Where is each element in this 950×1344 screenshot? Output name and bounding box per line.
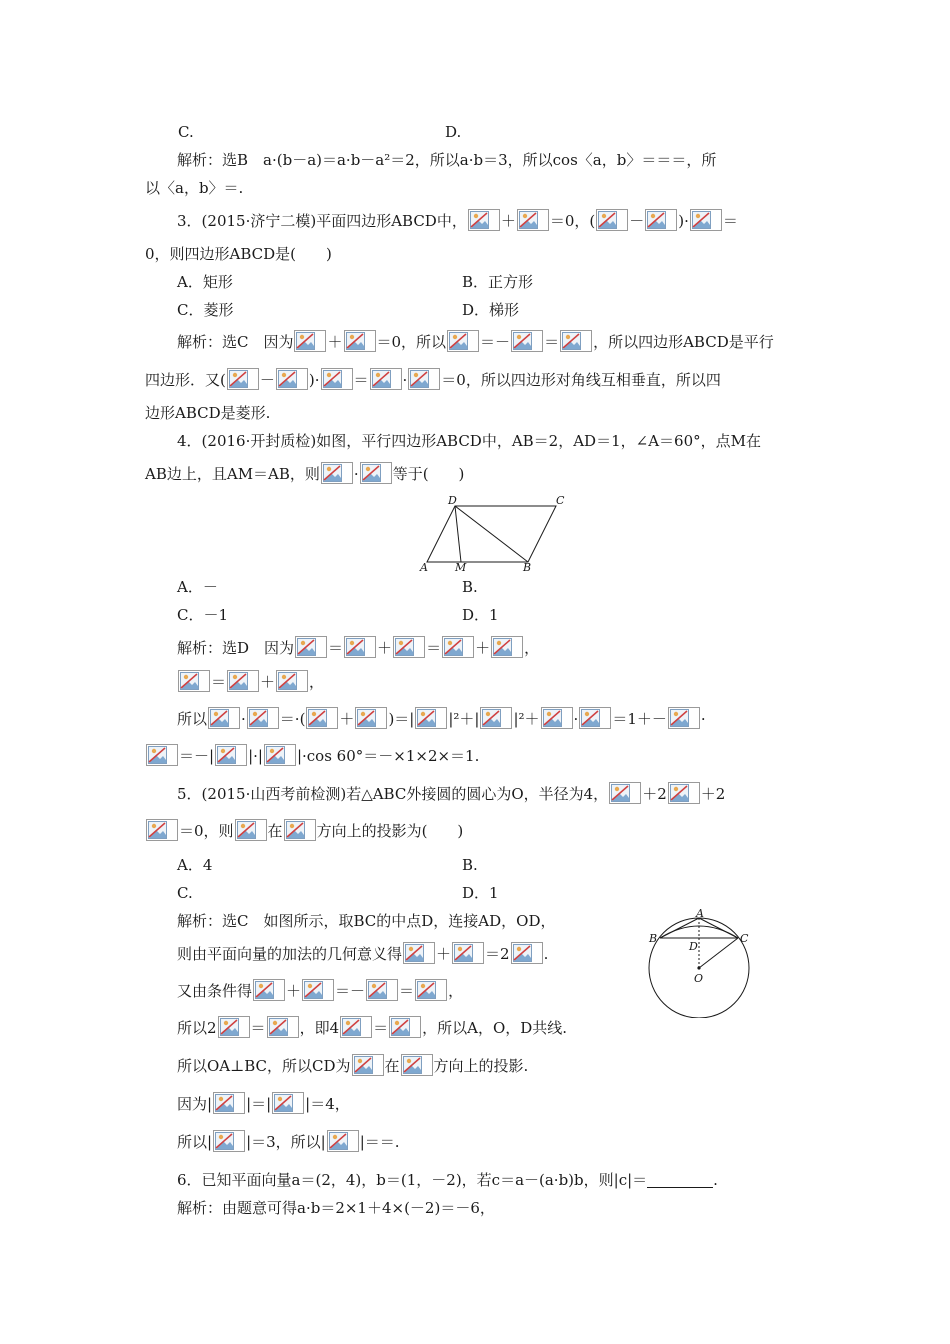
question-3-line-2: 0，则四边形ABCD是( ): [145, 245, 332, 263]
vector-icon: [668, 782, 700, 804]
vector-icon: [321, 462, 353, 484]
vector-icon: [442, 636, 474, 658]
solution-5-line-4: 所以2 ＝ ，即4 ＝ ，所以A，O，D共线.: [177, 1012, 607, 1044]
question-3-line-1: 3．(2015·济宁二模)平面四边形ABCD中， ＋ ＝0，( － )· ＝: [177, 205, 842, 237]
solution-5-line-3: 又由条件得 ＋ ＝－ ＝ ，: [177, 975, 607, 1007]
solution-4-line-1: 解析：选D 因为 ＝ ＋ ＝ ＋ ，: [177, 632, 842, 664]
solution-5-line-6: 因为| |＝| |＝4，: [177, 1088, 607, 1120]
line-2: 解析：选B a·(b－a)＝a·b－a²＝2，所以a·b＝3，所以cos〈a，b〉＝＝＝，所: [177, 151, 717, 169]
vector-icon: [511, 942, 543, 964]
vector-icon: [389, 1016, 421, 1038]
question-5-options-ab: A．4 B.: [177, 856, 478, 874]
answer-blank: [647, 1171, 713, 1188]
parallelogram-figure: [418, 494, 568, 574]
vector-icon: [415, 979, 447, 1001]
question-5-options-cd: C. D．1: [177, 884, 499, 902]
question-3-options-ab: A．矩形 B．正方形: [177, 273, 534, 291]
label-m: M: [455, 561, 467, 574]
vector-icon: [690, 209, 722, 231]
vector-icon: [560, 330, 592, 352]
vector-icon: [294, 330, 326, 352]
solution-5-line-7: 所以| |＝3，所以| |＝＝.: [177, 1126, 607, 1158]
question-6-line-1: 6．已知平面向量a＝(2，4)，b＝(1，－2)，若c＝a－(a·b)b，则|c|＝ .: [177, 1171, 718, 1189]
vector-icon: [468, 209, 500, 231]
vector-icon: [447, 330, 479, 352]
solution-3-line-1: 解析：选C 因为 ＋ ＝0，所以 ＝－ ＝ ，所以四边形ABCD是平行: [177, 326, 842, 358]
vector-icon: [284, 819, 316, 841]
vector-icon: [227, 670, 259, 692]
vector-icon: [264, 744, 296, 766]
solution-6-line-1: 解析：由题意可得a·b＝2×1＋4×(－2)＝－6，: [177, 1199, 495, 1217]
vector-icon: [146, 744, 178, 766]
vector-icon: [215, 744, 247, 766]
question-5-line-1: 5．(2015·山西考前检测)若△ABC外接圆的圆心为O，半径为4， ＋2 ＋2: [177, 778, 842, 810]
vector-icon: [344, 330, 376, 352]
vector-icon: [360, 462, 392, 484]
question-4-line-1: 4．(2016·开封质检)如图，平行四边形ABCD中，AB＝2，AD＝1，∠A＝60°，点M在: [177, 432, 761, 450]
solution-5-line-1: 解析：选C 如图所示，取BC的中点D，连接AD，OD，: [177, 912, 556, 930]
label-b: B: [523, 561, 532, 574]
label-a: A: [696, 908, 704, 920]
vector-icon: [579, 707, 611, 729]
question-4-options-ab: A．－ B.: [177, 578, 478, 596]
vector-icon: [213, 1092, 245, 1114]
solution-4-line-4: ＝－| |·| |·cos 60°＝－×1×2×＝1.: [145, 740, 810, 772]
vector-icon: [668, 707, 700, 729]
vector-icon: [403, 942, 435, 964]
vector-icon: [393, 636, 425, 658]
vector-icon: [352, 1054, 384, 1076]
label-c: C: [556, 494, 565, 507]
solution-4-line-3: 所以 · ＝·( ＋ )＝| |²＋| |²＋ · ＝1＋－ ·: [177, 703, 842, 735]
option-d: D.: [445, 123, 462, 141]
solution-3-line-2: 四边形．又( － )· ＝ · ＝0，所以四边形对角线互相垂直，所以四: [145, 364, 810, 396]
vector-icon: [208, 707, 240, 729]
vector-icon: [295, 636, 327, 658]
label-d: D: [689, 940, 698, 953]
vector-icon: [511, 330, 543, 352]
question-5-line-2: ＝0，则 在 方向上的投影为( ): [145, 815, 810, 847]
question-4-line-2: AB边上，且AM＝AB，则 · 等于( ): [145, 458, 810, 490]
vector-icon: [517, 209, 549, 231]
vector-icon: [178, 670, 210, 692]
question-3-options-cd: C．菱形 D．梯形: [177, 301, 520, 319]
vector-icon: [247, 707, 279, 729]
vector-icon: [218, 1016, 250, 1038]
vector-icon: [306, 707, 338, 729]
solution-5-line-5: 所以OA⊥BC，所以CD为 在 方向上的投影.: [177, 1050, 607, 1082]
vector-icon: [327, 1130, 359, 1152]
vector-icon: [370, 368, 402, 390]
vector-icon: [401, 1054, 433, 1076]
vector-icon: [340, 1016, 372, 1038]
vector-icon: [491, 636, 523, 658]
label-c: C: [740, 932, 749, 945]
vector-icon: [344, 636, 376, 658]
label-d: D: [448, 494, 457, 507]
vector-icon: [235, 819, 267, 841]
label-o: O: [694, 972, 704, 985]
vector-icon: [276, 368, 308, 390]
solution-4-line-2: ＝ ＋ ，: [177, 666, 842, 698]
solution-3-line-3: 边形ABCD是菱形.: [145, 404, 271, 422]
vector-icon: [480, 707, 512, 729]
option-c: C.: [178, 123, 194, 141]
vector-icon: [609, 782, 641, 804]
vector-icon: [415, 707, 447, 729]
vector-icon: [272, 1092, 304, 1114]
vector-icon: [321, 368, 353, 390]
vector-icon: [213, 1130, 245, 1152]
vector-icon: [253, 979, 285, 1001]
vector-icon: [366, 979, 398, 1001]
solution-5-line-2: 则由平面向量的加法的几何意义得 ＋ ＝2 .: [177, 938, 607, 970]
vector-icon: [302, 979, 334, 1001]
vector-icon: [408, 368, 440, 390]
vector-icon: [355, 707, 387, 729]
vector-icon: [227, 368, 259, 390]
label-a: A: [420, 561, 428, 574]
circle-figure: [643, 908, 763, 1018]
vector-icon: [146, 819, 178, 841]
label-b: B: [649, 932, 658, 945]
vector-icon: [645, 209, 677, 231]
vector-icon: [452, 942, 484, 964]
vector-icon: [267, 1016, 299, 1038]
vector-icon: [596, 209, 628, 231]
vector-icon: [276, 670, 308, 692]
line-3: 以〈a，b〉＝.: [145, 179, 244, 197]
question-4-options-cd: C．－1 D．1: [177, 606, 499, 624]
vector-icon: [541, 707, 573, 729]
